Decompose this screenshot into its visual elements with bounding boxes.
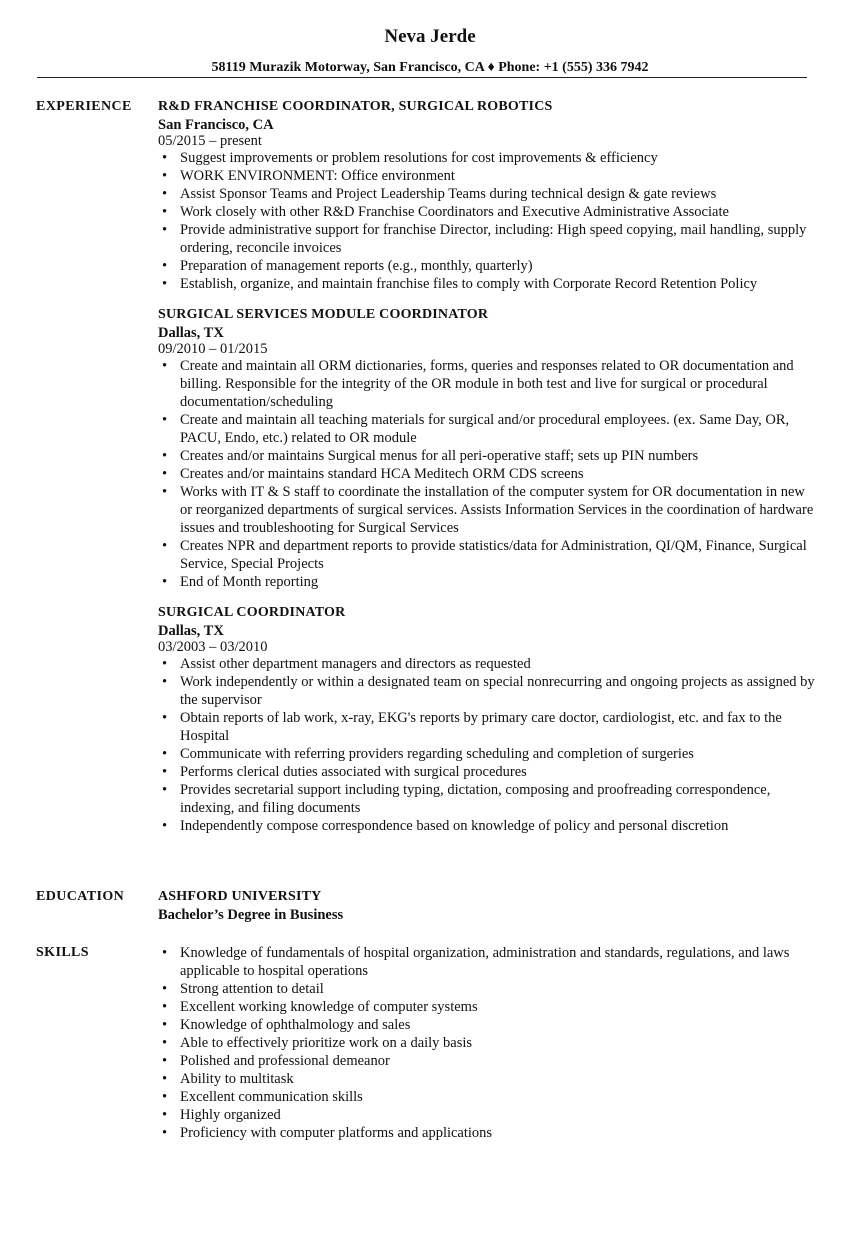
education-entry xyxy=(158,888,818,924)
job-location: Dallas, TX xyxy=(158,623,224,639)
job-title: SURGICAL SERVICES MODULE COORDINATOR xyxy=(158,307,489,322)
job-bullet: • Creates and/or maintains Surgical menus for all peri-operative staff; sets up PIN numbers xyxy=(158,447,818,465)
skill-item: • Highly organized xyxy=(158,1106,818,1124)
job-bullets xyxy=(158,149,818,293)
job-bullet: • Work closely with other R&D Franchise Coordinators and Executive Administrative Associate xyxy=(158,203,818,221)
experience-list xyxy=(158,98,818,848)
job-bullet: • Establish, organize, and maintain franchise files to comply with Corporate Record Retention Policy xyxy=(158,275,818,293)
job-entry xyxy=(158,604,818,835)
job-bullet: • Provide administrative support for franchise Director, including: High speed copying, mail handling, supply ordering, reconcile invoices xyxy=(158,221,818,257)
skill-item: • Polished and professional demeanor xyxy=(158,1052,818,1070)
skill-item: • Able to effectively prioritize work on a daily basis xyxy=(158,1034,818,1052)
job-bullets xyxy=(158,357,818,591)
skill-item: • Excellent communication skills xyxy=(158,1088,818,1106)
job-bullet: • Obtain reports of lab work, x-ray, EKG's reports by primary care doctor, cardiologist, etc. and fax to the Hospital xyxy=(158,709,818,745)
job-bullet: • Suggest improvements or problem resolutions for cost improvements & efficiency xyxy=(158,149,818,167)
job-entry xyxy=(158,98,818,293)
job-bullet: • Preparation of management reports (e.g., monthly, quarterly) xyxy=(158,257,818,275)
skill-item: • Ability to multitask xyxy=(158,1070,818,1088)
job-bullet: • Assist other department managers and directors as requested xyxy=(158,655,818,673)
job-bullet: • WORK ENVIRONMENT: Office environment xyxy=(158,167,818,185)
job-entry xyxy=(158,306,818,591)
job-bullet: • Assist Sponsor Teams and Project Leadership Teams during technical design & gate reviews xyxy=(158,185,818,203)
skill-item: • Knowledge of fundamentals of hospital organization, administration and standards, regulations, and laws applicable to hospital operations xyxy=(158,944,818,980)
contact-line: 58119 Murazik Motorway, San Francisco, CA ♦ Phone: +1 (555) 336 7942 xyxy=(211,60,649,75)
job-bullets xyxy=(158,655,818,835)
job-dates: 03/2003 – 03/2010 xyxy=(158,639,268,655)
skill-item: • Proficiency with computer platforms and applications xyxy=(158,1124,818,1142)
header-divider xyxy=(37,77,807,78)
skill-item: • Knowledge of ophthalmology and sales xyxy=(158,1016,818,1034)
job-bullet: • Work independently or within a designated team on special nonrecurring and ongoing projects as assigned by the supervisor xyxy=(158,673,818,709)
school-name: ASHFORD UNIVERSITY xyxy=(158,889,322,904)
job-bullet: • Creates and/or maintains standard HCA Meditech ORM CDS screens xyxy=(158,465,818,483)
job-bullet: • Provides secretarial support including typing, dictation, composing and proofreading correspondence, indexing, and filing documents xyxy=(158,781,818,817)
job-title: SURGICAL COORDINATOR xyxy=(158,605,346,620)
job-title: R&D FRANCHISE COORDINATOR, SURGICAL ROBOTICS xyxy=(158,99,553,114)
job-bullet: • End of Month reporting xyxy=(158,573,818,591)
skills-list xyxy=(158,944,818,1142)
job-bullet: • Performs clerical duties associated with surgical procedures xyxy=(158,763,818,781)
skill-item: • Excellent working knowledge of computer systems xyxy=(158,998,818,1016)
candidate-name: Neva Jerde xyxy=(384,26,476,47)
job-dates: 05/2015 – present xyxy=(158,133,262,149)
experience-heading: EXPERIENCE xyxy=(36,99,132,114)
skills-heading: SKILLS xyxy=(36,945,89,960)
job-bullet: • Create and maintain all ORM dictionaries, forms, queries and responses related to OR documentation and billing. Responsible for the integrity of the OR module in both test and live for surgical or procedural documentation/scheduling xyxy=(158,357,818,411)
job-bullet: • Works with IT & S staff to coordinate the installation of the computer system for OR documentation in new or reorganized departments of surgical services. Assists Information Services in the coordination of hardware issues and troubleshooting for Surgical Services xyxy=(158,483,818,537)
job-bullet: • Create and maintain all teaching materials for surgical and/or procedural employees. (ex. Same Day, OR, PACU, Endo, etc.) related to OR module xyxy=(158,411,818,447)
job-location: Dallas, TX xyxy=(158,325,224,341)
resume-header xyxy=(0,26,860,76)
skill-item: • Strong attention to detail xyxy=(158,980,818,998)
job-location: San Francisco, CA xyxy=(158,117,274,133)
skill-bullets xyxy=(158,944,818,1142)
degree-name: Bachelor’s Degree in Business xyxy=(158,907,344,923)
education-heading: EDUCATION xyxy=(36,889,125,904)
job-dates: 09/2010 – 01/2015 xyxy=(158,341,268,357)
job-bullet: • Independently compose correspondence based on knowledge of policy and personal discretion xyxy=(158,817,818,835)
job-bullet: • Creates NPR and department reports to provide statistics/data for Administration, QI/QM, Finance, Surgical Service, Special Projects xyxy=(158,537,818,573)
job-bullet: • Communicate with referring providers regarding scheduling and completion of surgeries xyxy=(158,745,818,763)
